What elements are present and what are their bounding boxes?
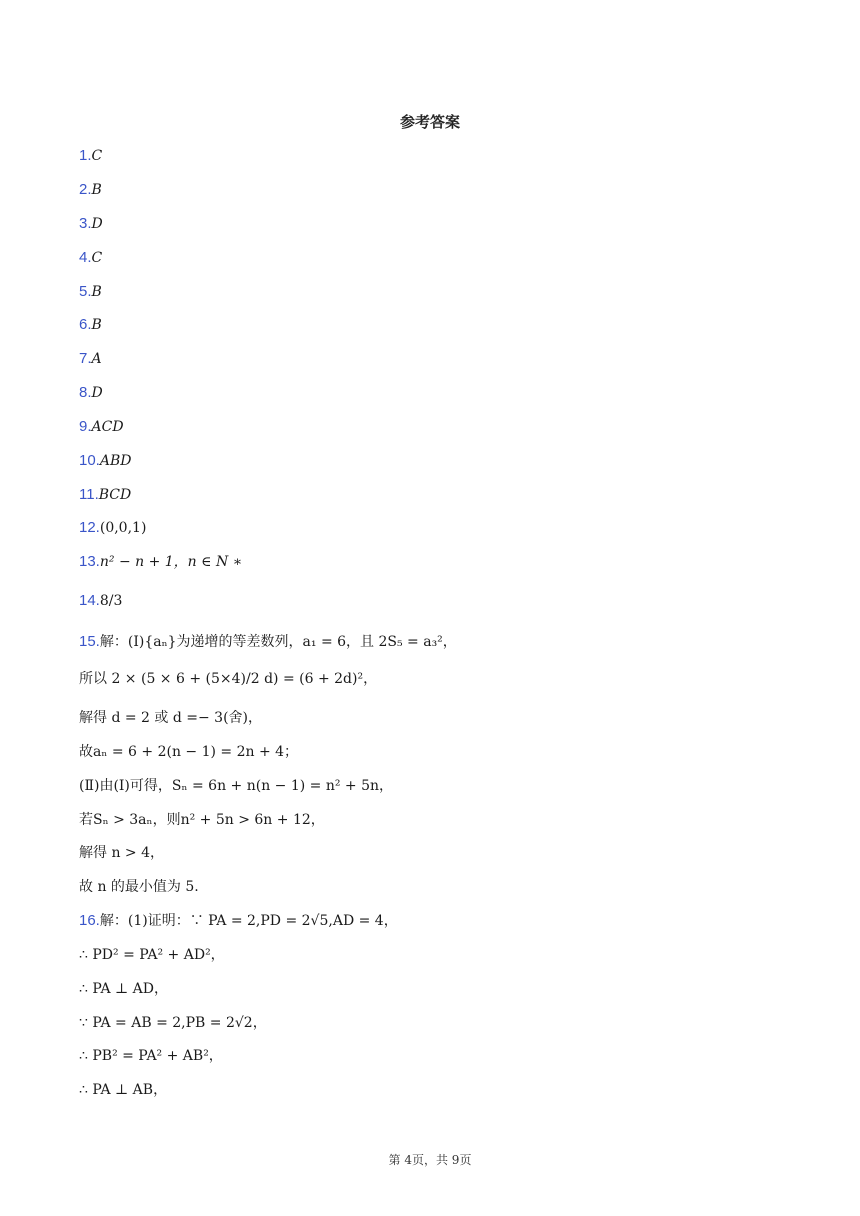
solution-text: ∴ PA ⊥ AB， <box>79 1082 168 1098</box>
solution-line <box>79 910 398 932</box>
answer-text: 8/3 <box>99 593 123 609</box>
answer-number: 8. <box>79 384 92 401</box>
solution-text: 解得 n > 4， <box>79 845 165 861</box>
solution-line <box>79 741 298 763</box>
answer-number: 14. <box>79 592 100 609</box>
answer-line <box>79 590 122 612</box>
solution-text: ∴ PD² = PA² + AD²， <box>79 947 225 963</box>
answer-text: ABD <box>99 453 132 469</box>
answer-number: 16. <box>79 912 100 929</box>
answer-text: ACD <box>91 419 124 435</box>
solution-text: ∴ PA ⊥ AD， <box>79 981 169 997</box>
answer-line <box>79 213 103 235</box>
answer-number: 12. <box>79 519 100 536</box>
solution-text: 故aₙ = 6 + 2(n − 1) = 2n + 4； <box>79 744 299 760</box>
solution-line <box>79 1012 267 1034</box>
answer-number: 13. <box>79 553 100 570</box>
solution-text: 若Sₙ > 3aₙ，则n² + 5n > 6n + 12， <box>79 812 325 828</box>
solution-text: 故 n 的最小值为 5. <box>79 879 199 895</box>
answer-line <box>79 416 124 438</box>
answer-number: 5. <box>79 283 92 300</box>
answer-line <box>79 450 131 472</box>
answer-line <box>79 382 103 404</box>
solution-line <box>79 707 262 729</box>
answer-number: 7. <box>79 350 92 367</box>
solution-text: 解：(1)证明：∵ PA = 2,PD = 2√5,AD = 4， <box>99 913 398 929</box>
answer-line <box>79 517 146 539</box>
solution-line <box>79 978 168 1000</box>
answer-text: B <box>91 284 102 300</box>
answer-number: 2. <box>79 181 92 198</box>
answer-number: 10. <box>79 452 100 469</box>
answer-number: 15. <box>79 633 100 650</box>
answer-number: 4. <box>79 249 92 266</box>
answer-line <box>79 551 242 573</box>
answer-number: 6. <box>79 316 92 333</box>
answer-line <box>79 145 102 167</box>
solution-text: 解得 d = 2 或 d =− 3(舍)， <box>79 710 263 726</box>
solution-line <box>79 1045 223 1067</box>
answer-text: C <box>91 148 103 164</box>
answer-number: 3. <box>79 215 92 232</box>
answer-line <box>79 314 102 336</box>
solution-line <box>79 1079 167 1101</box>
page-title: 参考答案 <box>399 113 460 131</box>
solution-line <box>79 809 325 831</box>
answer-line <box>79 281 102 303</box>
answer-number: 9. <box>79 418 92 435</box>
answer-number: 11. <box>79 486 99 503</box>
answer-line <box>79 179 102 201</box>
answer-text: D <box>91 216 103 232</box>
answer-line <box>79 484 131 506</box>
solution-line <box>79 876 199 898</box>
solution-text: ∴ PB² = PA² + AB²， <box>79 1048 223 1064</box>
solution-line <box>79 631 457 653</box>
answer-line <box>79 247 102 269</box>
solution-text: (Ⅱ)由(Ⅰ)可得，Sₙ = 6n + n(n − 1) = n² + 5n， <box>79 778 394 794</box>
solution-line <box>79 842 164 864</box>
answer-text: A <box>91 351 102 367</box>
solution-line <box>79 668 377 690</box>
solution-text: ∵ PA = AB = 2,PB = 2√2， <box>79 1015 267 1031</box>
answer-number: 1. <box>79 147 92 164</box>
answer-text: B <box>91 182 102 198</box>
answer-text: BCD <box>98 487 132 503</box>
answer-text: (0,0,1) <box>99 520 147 536</box>
answer-text: n² − n + 1，n ∈ N ∗ <box>99 554 243 570</box>
solution-line <box>79 775 393 797</box>
solution-text: 所以 2 × (5 × 6 + (5×4)/2 d) = (6 + 2d)²， <box>79 671 378 687</box>
answer-line <box>79 348 102 370</box>
solution-text: 解：(I){aₙ}为递增的等差数列，a₁ = 6，且 2S₅ = a₃²， <box>99 634 457 650</box>
answer-text: D <box>91 385 103 401</box>
answer-text: C <box>91 250 103 266</box>
solution-line <box>79 944 225 966</box>
page-footer: 第 4页，共 9页 <box>388 1153 472 1167</box>
answer-text: B <box>91 317 102 333</box>
